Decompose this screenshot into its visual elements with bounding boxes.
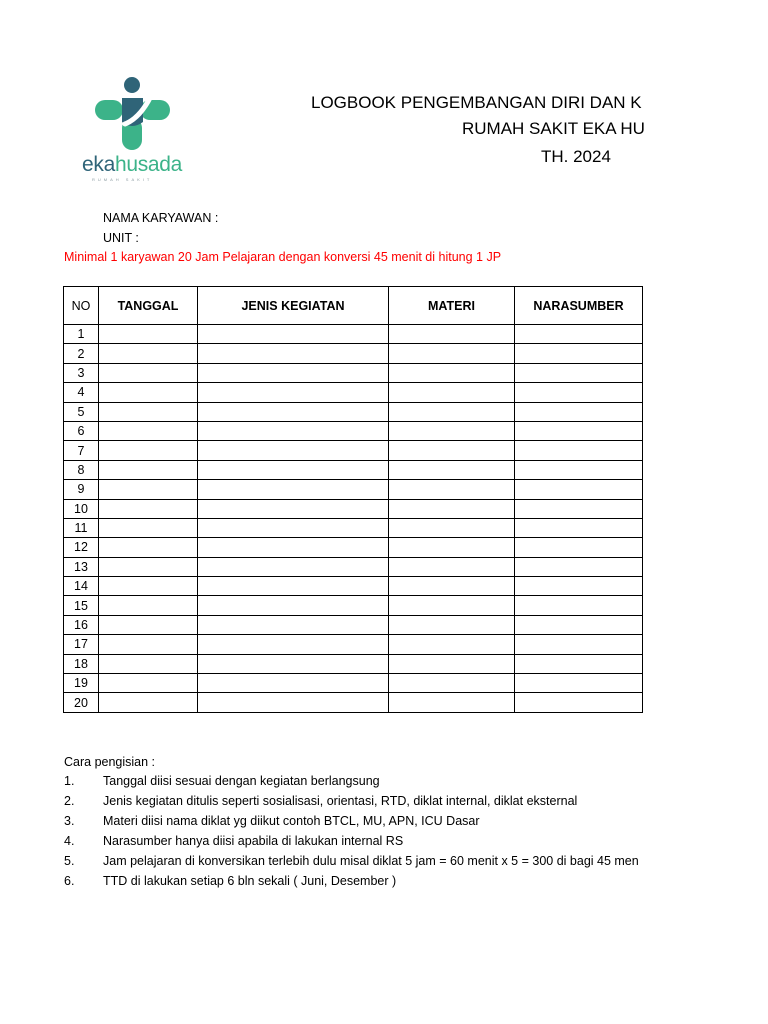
instruction-number: 2.	[64, 794, 75, 808]
row-number: 10	[64, 499, 99, 518]
tanggal-cell[interactable]	[99, 325, 198, 344]
row-number: 16	[64, 615, 99, 634]
logo-wordmark: ekahusada	[82, 153, 183, 176]
header-tanggal: TANGGAL	[99, 287, 198, 325]
table-row	[64, 577, 643, 596]
row-number: 14	[64, 577, 99, 596]
narasumber-cell[interactable]	[515, 383, 643, 402]
narasumber-cell[interactable]	[515, 693, 643, 712]
materi-cell[interactable]	[389, 557, 515, 576]
table-row	[64, 441, 643, 460]
instruction-number: 1.	[64, 774, 75, 788]
tanggal-cell[interactable]	[99, 441, 198, 460]
instruction-text: TTD di lakukan setiap 6 bln sekali ( Juni, Desember )	[103, 874, 397, 888]
row-number: 19	[64, 674, 99, 693]
jenis-kegiatan-cell[interactable]	[198, 596, 389, 615]
materi-cell[interactable]	[389, 480, 515, 499]
tanggal-cell[interactable]	[99, 518, 198, 537]
row-number: 9	[64, 480, 99, 499]
table-row	[64, 596, 643, 615]
instruction-item	[64, 854, 768, 874]
tanggal-cell[interactable]	[99, 693, 198, 712]
title-line-3: TH. 2024	[541, 147, 611, 166]
table-row	[64, 344, 643, 363]
tanggal-cell[interactable]	[99, 635, 198, 654]
hospital-logo	[82, 76, 186, 186]
narasumber-cell[interactable]	[515, 499, 643, 518]
materi-cell[interactable]	[389, 635, 515, 654]
row-number: 7	[64, 441, 99, 460]
table-header-row	[64, 287, 643, 325]
narasumber-cell[interactable]	[515, 325, 643, 344]
jenis-kegiatan-cell[interactable]	[198, 480, 389, 499]
employee-name-label: NAMA KARYAWAN :	[103, 211, 219, 225]
row-number: 1	[64, 325, 99, 344]
table-row	[64, 538, 643, 557]
table-row	[64, 635, 643, 654]
table-row	[64, 499, 643, 518]
row-number: 18	[64, 654, 99, 673]
logbook-table	[63, 286, 643, 713]
table-body	[64, 325, 643, 713]
instruction-text: Materi diisi nama diklat yg diikut contoh BTCL, MU, APN, ICU Dasar	[103, 814, 480, 828]
narasumber-cell[interactable]	[515, 344, 643, 363]
tanggal-cell[interactable]	[99, 557, 198, 576]
jenis-kegiatan-cell[interactable]	[198, 693, 389, 712]
tanggal-cell[interactable]	[99, 383, 198, 402]
header-narasumber: NARASUMBER	[515, 287, 643, 325]
tanggal-cell[interactable]	[99, 363, 198, 382]
narasumber-cell[interactable]	[515, 538, 643, 557]
materi-cell[interactable]	[389, 674, 515, 693]
row-number: 15	[64, 596, 99, 615]
materi-cell[interactable]	[389, 441, 515, 460]
narasumber-cell[interactable]	[515, 402, 643, 421]
table-row	[64, 363, 643, 382]
table-row	[64, 421, 643, 440]
materi-cell[interactable]	[389, 460, 515, 479]
instruction-text: Narasumber hanya diisi apabila di lakukan internal RS	[103, 834, 404, 848]
narasumber-cell[interactable]	[515, 577, 643, 596]
tanggal-cell[interactable]	[99, 344, 198, 363]
tanggal-cell[interactable]	[99, 480, 198, 499]
jenis-kegiatan-cell[interactable]	[198, 674, 389, 693]
narasumber-cell[interactable]	[515, 421, 643, 440]
table-row	[64, 325, 643, 344]
row-number: 11	[64, 518, 99, 537]
instruction-number: 5.	[64, 854, 75, 868]
narasumber-cell[interactable]	[515, 480, 643, 499]
narasumber-cell[interactable]	[515, 518, 643, 537]
row-number: 12	[64, 538, 99, 557]
jenis-kegiatan-cell[interactable]	[198, 538, 389, 557]
materi-cell[interactable]	[389, 383, 515, 402]
title-line-2: RUMAH SAKIT EKA HU	[462, 119, 645, 138]
tanggal-cell[interactable]	[99, 577, 198, 596]
instruction-text: Jam pelajaran di konversikan terlebih dulu misal diklat 5 jam = 60 menit x 5 = 300 di bagi 45 men	[103, 854, 639, 868]
requirement-note: Minimal 1 karyawan 20 Jam Pelajaran dengan konversi 45 menit di hitung 1 JP	[64, 250, 502, 264]
materi-cell[interactable]	[389, 577, 515, 596]
logo-subtitle: RUMAH SAKIT	[92, 177, 153, 182]
instruction-number: 4.	[64, 834, 75, 848]
table-row	[64, 557, 643, 576]
instruction-item	[64, 874, 768, 894]
materi-cell[interactable]	[389, 538, 515, 557]
instruction-item	[64, 794, 768, 814]
row-number: 13	[64, 557, 99, 576]
tanggal-cell[interactable]	[99, 460, 198, 479]
narasumber-cell[interactable]	[515, 441, 643, 460]
table-row	[64, 383, 643, 402]
instruction-number: 6.	[64, 874, 75, 888]
cross-person-icon	[94, 76, 174, 152]
tanggal-cell[interactable]	[99, 674, 198, 693]
materi-cell[interactable]	[389, 421, 515, 440]
jenis-kegiatan-cell[interactable]	[198, 363, 389, 382]
row-number: 4	[64, 383, 99, 402]
jenis-kegiatan-cell[interactable]	[198, 615, 389, 634]
table-row	[64, 693, 643, 712]
jenis-kegiatan-cell[interactable]	[198, 635, 389, 654]
table-row	[64, 480, 643, 499]
table-row	[64, 674, 643, 693]
instruction-item	[64, 834, 768, 854]
jenis-kegiatan-cell[interactable]	[198, 325, 389, 344]
jenis-kegiatan-cell[interactable]	[198, 460, 389, 479]
unit-label: UNIT :	[103, 231, 139, 245]
instructions-list	[64, 774, 768, 894]
tanggal-cell[interactable]	[99, 596, 198, 615]
row-number: 8	[64, 460, 99, 479]
jenis-kegiatan-cell[interactable]	[198, 383, 389, 402]
narasumber-cell[interactable]	[515, 635, 643, 654]
row-number: 5	[64, 402, 99, 421]
narasumber-cell[interactable]	[515, 674, 643, 693]
tanggal-cell[interactable]	[99, 421, 198, 440]
tanggal-cell[interactable]	[99, 538, 198, 557]
jenis-kegiatan-cell[interactable]	[198, 344, 389, 363]
jenis-kegiatan-cell[interactable]	[198, 402, 389, 421]
materi-cell[interactable]	[389, 654, 515, 673]
materi-cell[interactable]	[389, 615, 515, 634]
row-number: 20	[64, 693, 99, 712]
jenis-kegiatan-cell[interactable]	[198, 499, 389, 518]
instruction-text: Jenis kegiatan ditulis seperti sosialisasi, orientasi, RTD, diklat internal, diklat eksternal	[103, 794, 578, 808]
header-no: NO	[64, 287, 99, 325]
materi-cell[interactable]	[389, 402, 515, 421]
header-materi: MATERI	[389, 287, 515, 325]
jenis-kegiatan-cell[interactable]	[198, 557, 389, 576]
jenis-kegiatan-cell[interactable]	[198, 421, 389, 440]
materi-cell[interactable]	[389, 363, 515, 382]
instructions-title: Cara pengisian :	[64, 755, 156, 769]
header-jenis-kegiatan: JENIS KEGIATAN	[198, 287, 389, 325]
jenis-kegiatan-cell[interactable]	[198, 441, 389, 460]
materi-cell[interactable]	[389, 596, 515, 615]
materi-cell[interactable]	[389, 344, 515, 363]
instruction-item	[64, 814, 768, 834]
table-row	[64, 518, 643, 537]
jenis-kegiatan-cell[interactable]	[198, 654, 389, 673]
table-row	[64, 460, 643, 479]
narasumber-cell[interactable]	[515, 596, 643, 615]
instruction-number: 3.	[64, 814, 75, 828]
narasumber-cell[interactable]	[515, 615, 643, 634]
row-number: 6	[64, 421, 99, 440]
tanggal-cell[interactable]	[99, 402, 198, 421]
materi-cell[interactable]	[389, 518, 515, 537]
tanggal-cell[interactable]	[99, 615, 198, 634]
tanggal-cell[interactable]	[99, 654, 198, 673]
table-row	[64, 402, 643, 421]
narasumber-cell[interactable]	[515, 363, 643, 382]
instruction-text: Tanggal diisi sesuai dengan kegiatan berlangsung	[103, 774, 380, 788]
materi-cell[interactable]	[389, 693, 515, 712]
jenis-kegiatan-cell[interactable]	[198, 518, 389, 537]
table-row	[64, 615, 643, 634]
jenis-kegiatan-cell[interactable]	[198, 577, 389, 596]
table-row	[64, 654, 643, 673]
instruction-item	[64, 774, 768, 794]
narasumber-cell[interactable]	[515, 557, 643, 576]
tanggal-cell[interactable]	[99, 499, 198, 518]
narasumber-cell[interactable]	[515, 460, 643, 479]
row-number: 17	[64, 635, 99, 654]
materi-cell[interactable]	[389, 499, 515, 518]
materi-cell[interactable]	[389, 325, 515, 344]
title-line-1: LOGBOOK PENGEMBANGAN DIRI DAN K	[311, 93, 642, 112]
narasumber-cell[interactable]	[515, 654, 643, 673]
row-number: 3	[64, 363, 99, 382]
row-number: 2	[64, 344, 99, 363]
